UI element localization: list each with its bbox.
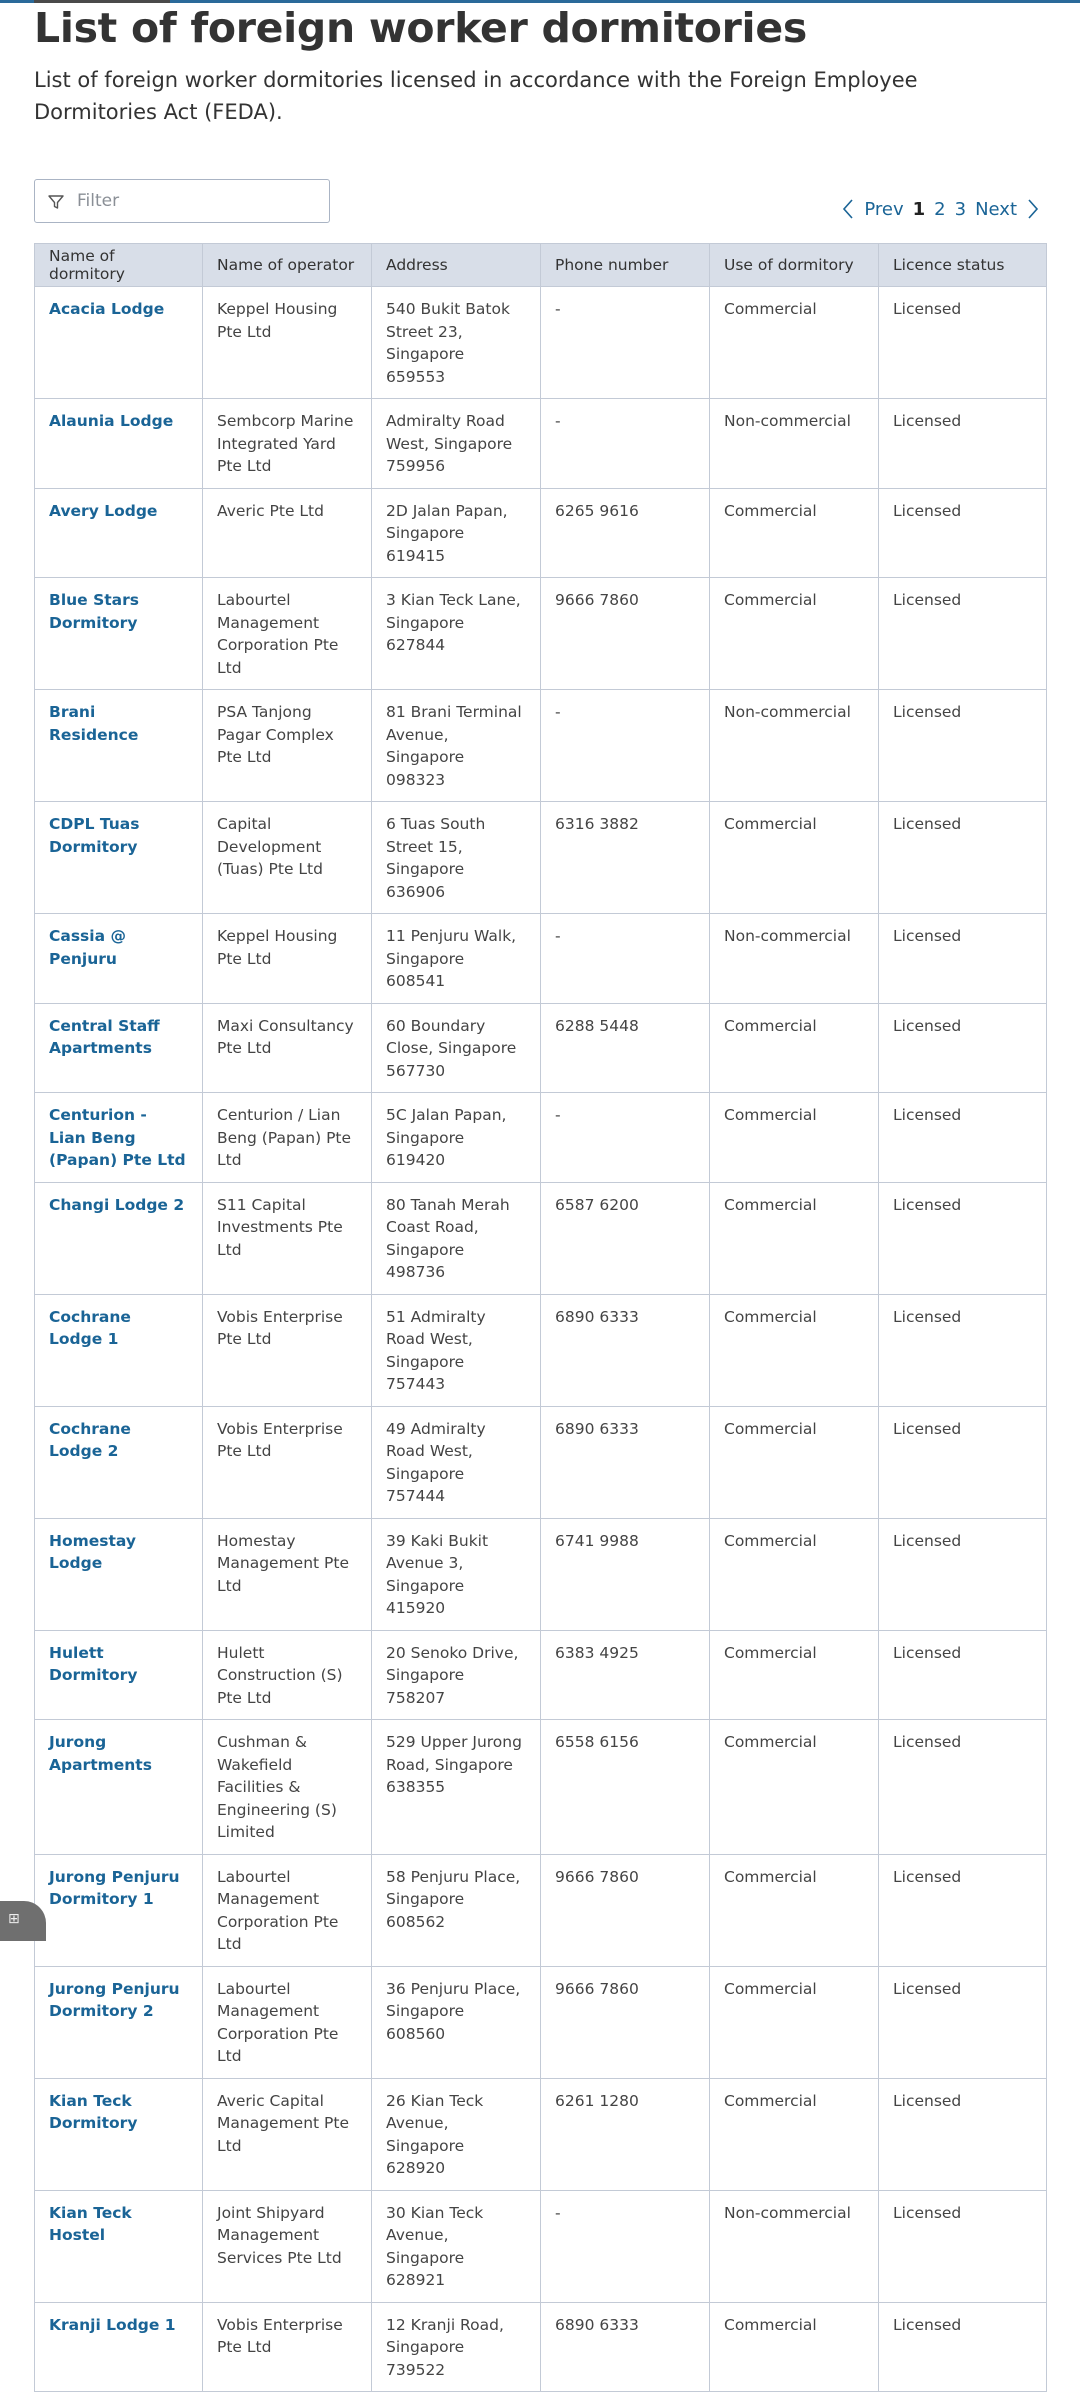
phone-cell: 6316 3882: [541, 802, 710, 914]
dormitory-link[interactable]: Blue Stars Dormitory: [49, 591, 139, 632]
use-cell: Commercial: [710, 1003, 879, 1093]
operator-cell: Joint Shipyard Management Services Pte Ltd: [203, 2190, 372, 2302]
phone-cell: 6890 6333: [541, 1406, 710, 1518]
use-cell: Non-commercial: [710, 2190, 879, 2302]
dormitory-link[interactable]: Kranji Lodge 1: [49, 2315, 176, 2334]
dormitory-name-cell: [35, 488, 203, 578]
operator-cell: Labourtel Management Corporation Pte Ltd: [203, 578, 372, 690]
table-row: [35, 488, 1047, 578]
header-use-of-dormitory[interactable]: Use of dormitory: [710, 244, 879, 287]
operator-cell: Maxi Consultancy Pte Ltd: [203, 1003, 372, 1093]
address-cell: 49 Admiralty Road West, Singapore 757444: [372, 1406, 541, 1518]
operator-cell: Homestay Management Pte Ltd: [203, 1518, 372, 1630]
table-row: [35, 1406, 1047, 1518]
operator-cell: Vobis Enterprise Pte Ltd: [203, 2302, 372, 2392]
dormitory-name-cell: [35, 1294, 203, 1406]
operator-cell: Keppel Housing Pte Ltd: [203, 914, 372, 1004]
licence-status-cell: Licensed: [879, 1182, 1047, 1294]
phone-cell: 6587 6200: [541, 1182, 710, 1294]
operator-cell: Averic Capital Management Pte Ltd: [203, 2078, 372, 2190]
table-row: [35, 1003, 1047, 1093]
operator-cell: Centurion / Lian Beng (Papan) Pte Ltd: [203, 1093, 372, 1183]
dormitory-name-cell: [35, 2078, 203, 2190]
use-cell: Commercial: [710, 1294, 879, 1406]
dormitory-link[interactable]: Hulett Dormitory: [49, 1643, 138, 1684]
dormitory-name-cell: [35, 1720, 203, 1855]
table-row: [35, 802, 1047, 914]
operator-cell: Capital Development (Tuas) Pte Ltd: [203, 802, 372, 914]
table-row: [35, 1720, 1047, 1855]
dormitory-name-cell: [35, 914, 203, 1004]
table-row: [35, 914, 1047, 1004]
address-cell: 60 Boundary Close, Singapore 567730: [372, 1003, 541, 1093]
operator-cell: Averic Pte Ltd: [203, 488, 372, 578]
filter-field[interactable]: [34, 179, 330, 223]
use-cell: Commercial: [710, 2078, 879, 2190]
use-cell: Commercial: [710, 287, 879, 399]
header-address[interactable]: Address: [372, 244, 541, 287]
licence-status-cell: Licensed: [879, 1003, 1047, 1093]
table-row: [35, 1630, 1047, 1720]
dormitory-name-cell: [35, 1182, 203, 1294]
filter-funnel-icon: [47, 193, 65, 211]
table-row: [35, 1093, 1047, 1183]
header-dormitory-name[interactable]: Name of dormitory: [35, 244, 203, 287]
dormitory-name-cell: [35, 802, 203, 914]
phone-cell: 6265 9616: [541, 488, 710, 578]
dormitory-name-cell: [35, 1406, 203, 1518]
licence-status-cell: Licensed: [879, 578, 1047, 690]
header-operator-name[interactable]: Name of operator: [203, 244, 372, 287]
phone-cell: -: [541, 690, 710, 802]
phone-cell: 6288 5448: [541, 1003, 710, 1093]
dormitory-link[interactable]: Avery Lodge: [49, 501, 158, 520]
dormitory-link[interactable]: Cassia @ Penjuru: [49, 927, 126, 968]
phone-cell: 9666 7860: [541, 1966, 710, 2078]
phone-cell: -: [541, 2190, 710, 2302]
dormitory-name-cell: [35, 2302, 203, 2392]
address-cell: 12 Kranji Road, Singapore 739522: [372, 2302, 541, 2392]
licence-status-cell: Licensed: [879, 1406, 1047, 1518]
table-row: [35, 1966, 1047, 2078]
dormitory-link[interactable]: Cochrane Lodge 2: [49, 1419, 131, 1460]
address-cell: 36 Penjuru Place, Singapore 608560: [372, 1966, 541, 2078]
table-row: [35, 287, 1047, 399]
dormitory-link[interactable]: Jurong Penjuru Dormitory 1: [49, 1867, 180, 1908]
dormitory-name-cell: [35, 1518, 203, 1630]
filter-input[interactable]: [77, 180, 317, 221]
table-row: [35, 690, 1047, 802]
use-cell: Non-commercial: [710, 914, 879, 1004]
phone-cell: 6741 9988: [541, 1518, 710, 1630]
licence-status-cell: Licensed: [879, 2190, 1047, 2302]
use-cell: Commercial: [710, 1630, 879, 1720]
operator-cell: PSA Tanjong Pagar Complex Pte Ltd: [203, 690, 372, 802]
table-row: [35, 2302, 1047, 2392]
licence-status-cell: Licensed: [879, 690, 1047, 802]
dormitory-link[interactable]: Brani Residence: [49, 703, 139, 744]
dormitory-name-cell: [35, 1093, 203, 1183]
page-title: List of foreign worker dormitories: [34, 4, 807, 52]
licence-status-cell: Licensed: [879, 1630, 1047, 1720]
phone-cell: -: [541, 287, 710, 399]
use-cell: Commercial: [710, 802, 879, 914]
chevron-right-icon[interactable]: [1026, 198, 1040, 220]
phone-cell: 9666 7860: [541, 1854, 710, 1966]
dormitory-link[interactable]: Kian Teck Hostel: [49, 2203, 132, 2244]
operator-cell: S11 Capital Investments Pte Ltd: [203, 1182, 372, 1294]
operator-cell: Labourtel Management Corporation Pte Ltd: [203, 1854, 372, 1966]
dormitory-name-cell: [35, 578, 203, 690]
table-row: [35, 1854, 1047, 1966]
dormitory-link[interactable]: Jurong Apartments: [49, 1733, 152, 1774]
feedback-tab-icon: ⊞: [8, 1911, 20, 1927]
licence-status-cell: Licensed: [879, 1294, 1047, 1406]
feedback-tab[interactable]: [0, 1901, 46, 1941]
phone-cell: 6558 6156: [541, 1720, 710, 1855]
use-cell: Commercial: [710, 1406, 879, 1518]
address-cell: 11 Penjuru Walk, Singapore 608541: [372, 914, 541, 1004]
address-cell: 80 Tanah Merah Coast Road, Singapore 498736: [372, 1182, 541, 1294]
use-cell: Commercial: [710, 578, 879, 690]
use-cell: Non-commercial: [710, 690, 879, 802]
table-row: [35, 578, 1047, 690]
use-cell: Commercial: [710, 1518, 879, 1630]
use-cell: Commercial: [710, 1966, 879, 2078]
licence-status-cell: Licensed: [879, 802, 1047, 914]
dormitory-name-cell: [35, 1854, 203, 1966]
licence-status-cell: Licensed: [879, 1093, 1047, 1183]
licence-status-cell: Licensed: [879, 914, 1047, 1004]
operator-cell: Vobis Enterprise Pte Ltd: [203, 1294, 372, 1406]
phone-cell: 6261 1280: [541, 2078, 710, 2190]
operator-cell: Cushman & Wakefield Facilities & Engineering (S) Limited: [203, 1720, 372, 1855]
phone-cell: 6383 4925: [541, 1630, 710, 1720]
table-row: [35, 1294, 1047, 1406]
licence-status-cell: Licensed: [879, 1518, 1047, 1630]
table-row: [35, 2190, 1047, 2302]
address-cell: 26 Kian Teck Avenue, Singapore 628920: [372, 2078, 541, 2190]
use-cell: Commercial: [710, 2302, 879, 2392]
address-cell: 3 Kian Teck Lane, Singapore 627844: [372, 578, 541, 690]
operator-cell: Sembcorp Marine Integrated Yard Pte Ltd: [203, 399, 372, 489]
dormitory-link[interactable]: Acacia Lodge: [49, 300, 165, 318]
licence-status-cell: Licensed: [879, 1854, 1047, 1966]
licence-status-cell: Licensed: [879, 488, 1047, 578]
dormitory-link[interactable]: Cochrane Lodge 1: [49, 1307, 131, 1348]
address-cell: 51 Admiralty Road West, Singapore 757443: [372, 1294, 541, 1406]
dormitory-link[interactable]: Central Staff Apartments: [49, 1016, 160, 1057]
dormitory-link[interactable]: Centurion - Lian Beng (Papan) Pte Ltd: [49, 1106, 186, 1169]
address-cell: 39 Kaki Bukit Avenue 3, Singapore 415920: [372, 1518, 541, 1630]
operator-cell: Keppel Housing Pte Ltd: [203, 287, 372, 399]
address-cell: 529 Upper Jurong Road, Singapore 638355: [372, 1720, 541, 1855]
use-cell: Commercial: [710, 1093, 879, 1183]
pagination: [841, 196, 1040, 222]
address-cell: 540 Bukit Batok Street 23, Singapore 659553: [372, 287, 541, 399]
dormitory-name-cell: [35, 1966, 203, 2078]
phone-cell: 9666 7860: [541, 578, 710, 690]
table-row: [35, 2078, 1047, 2190]
dormitory-name-cell: [35, 690, 203, 802]
licence-status-cell: Licensed: [879, 1720, 1047, 1855]
page-subtitle: List of foreign worker dormitories licensed in accordance with the Foreign Employee Dormitories Act (FEDA).: [34, 68, 918, 124]
table-row: [35, 399, 1047, 489]
address-cell: 5C Jalan Papan, Singapore 619420: [372, 1093, 541, 1183]
page-link-3[interactable]: 3: [954, 198, 967, 220]
top-accent-tab: [34, 0, 170, 3]
header-licence-status[interactable]: Licence status: [879, 244, 1047, 287]
phone-cell: -: [541, 914, 710, 1004]
table-row: [35, 1182, 1047, 1294]
address-cell: 20 Senoko Drive, Singapore 758207: [372, 1630, 541, 1720]
address-cell: 2D Jalan Papan, Singapore 619415: [372, 488, 541, 578]
dormitory-name-cell: [35, 287, 203, 399]
dormitory-link[interactable]: Changi Lodge 2: [49, 1195, 185, 1214]
dormitory-link[interactable]: Alaunia Lodge: [49, 412, 174, 430]
use-cell: Commercial: [710, 488, 879, 578]
use-cell: Commercial: [710, 1854, 879, 1966]
address-cell: 58 Penjuru Place, Singapore 608562: [372, 1854, 541, 1966]
dormitory-link[interactable]: Kian Teck Dormitory: [49, 2091, 138, 2132]
operator-cell: Vobis Enterprise Pte Ltd: [203, 1406, 372, 1518]
table-row: [35, 1518, 1047, 1630]
licence-status-cell: Licensed: [879, 2078, 1047, 2190]
phone-cell: 6890 6333: [541, 2302, 710, 2392]
licence-status-cell: Licensed: [879, 1966, 1047, 2078]
use-cell: Commercial: [710, 1182, 879, 1294]
operator-cell: Hulett Construction (S) Pte Ltd: [203, 1630, 372, 1720]
address-cell: 6 Tuas South Street 15, Singapore 636906: [372, 802, 541, 914]
address-cell: 81 Brani Terminal Avenue, Singapore 098323: [372, 690, 541, 802]
phone-cell: 6890 6333: [541, 1294, 710, 1406]
use-cell: Commercial: [710, 1720, 879, 1855]
dormitory-link[interactable]: CDPL Tuas Dormitory: [49, 815, 140, 856]
current-page: 1: [912, 198, 926, 220]
dormitory-name-cell: [35, 2190, 203, 2302]
phone-cell: -: [541, 399, 710, 489]
operator-cell: Labourtel Management Corporation Pte Ltd: [203, 1966, 372, 2078]
page-link-2[interactable]: 2: [934, 198, 946, 220]
chevron-left-icon[interactable]: [841, 198, 855, 220]
dormitory-name-cell: [35, 399, 203, 489]
dormitory-link[interactable]: Homestay Lodge: [49, 1531, 137, 1572]
dormitory-table: [34, 243, 1047, 2392]
dormitory-name-cell: [35, 1630, 203, 1720]
phone-cell: -: [541, 1093, 710, 1183]
licence-status-cell: Licensed: [879, 287, 1047, 399]
licence-status-cell: Licensed: [879, 399, 1047, 489]
table-header-row: [35, 244, 1047, 287]
next-page-link[interactable]: Next: [975, 198, 1017, 220]
dormitory-name-cell: [35, 1003, 203, 1093]
header-phone-number[interactable]: Phone number: [541, 244, 710, 287]
address-cell: 30 Kian Teck Avenue, Singapore 628921: [372, 2190, 541, 2302]
address-cell: Admiralty Road West, Singapore 759956: [372, 399, 541, 489]
licence-status-cell: Licensed: [879, 2302, 1047, 2392]
dormitory-link[interactable]: Jurong Penjuru Dormitory 2: [49, 1979, 180, 2020]
prev-page-link[interactable]: Prev: [864, 198, 904, 220]
use-cell: Non-commercial: [710, 399, 879, 489]
